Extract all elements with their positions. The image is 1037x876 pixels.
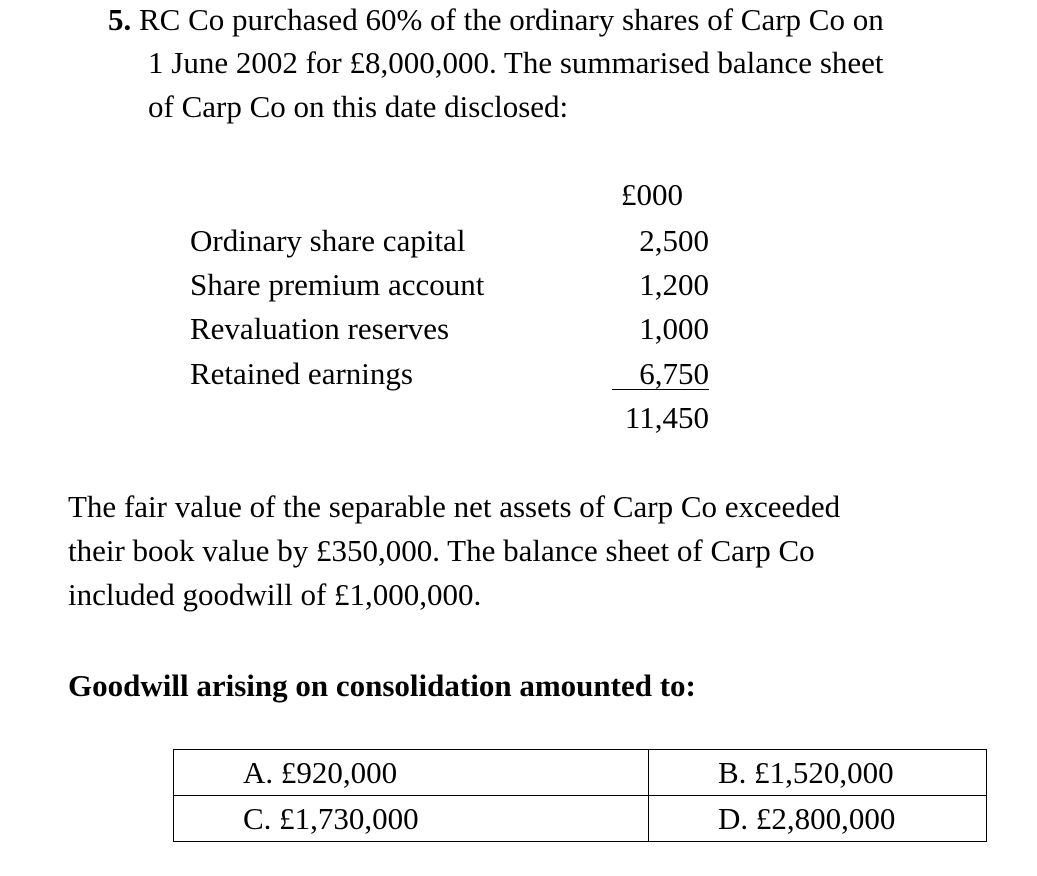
balance-sheet-row-label: Ordinary share capital (190, 223, 466, 258)
answer-options-row (174, 750, 987, 796)
balance-sheet-row-label: Revaluation reserves (190, 311, 450, 346)
paragraph-line-1: The fair value of the separable net assets of Carp Co exceeded (68, 489, 841, 524)
balance-sheet-row-label: Share premium account (190, 267, 485, 302)
question-prompt: Goodwill arising on consolidation amounted to: (68, 668, 696, 703)
question-line-1 (108, 0, 884, 40)
question-line-3: of Carp Co on this date disclosed: (148, 89, 569, 124)
question-number: 5. (108, 2, 132, 37)
balance-sheet-row-value: 2,500 (639, 223, 709, 258)
option-c[interactable]: C. £1,730,000 (174, 796, 649, 842)
balance-sheet-unit-header: £000 (621, 177, 683, 212)
option-d[interactable]: D. £2,800,000 (649, 796, 987, 842)
balance-sheet-row-label: Retained earnings (190, 356, 413, 391)
answer-options-table (173, 749, 987, 842)
balance-sheet-row-value: 6,750 (639, 356, 709, 391)
question-line-2: 1 June 2002 for £8,000,000. The summarised balance sheet (148, 45, 884, 80)
balance-sheet-row-value: 1,200 (639, 267, 709, 302)
question-text-1: RC Co purchased 60% of the ordinary shares of Carp Co on (131, 2, 884, 37)
paragraph-line-3: included goodwill of £1,000,000. (68, 577, 482, 612)
paragraph-line-2: their book value by £350,000. The balance sheet of Carp Co (68, 533, 815, 568)
balance-sheet-total: 11,450 (624, 400, 709, 435)
answer-options-row (174, 796, 987, 842)
subtotal-rule (612, 389, 709, 390)
option-b[interactable]: B. £1,520,000 (649, 750, 987, 796)
balance-sheet-row-value: 1,000 (639, 311, 709, 346)
option-a[interactable]: A. £920,000 (174, 750, 649, 796)
